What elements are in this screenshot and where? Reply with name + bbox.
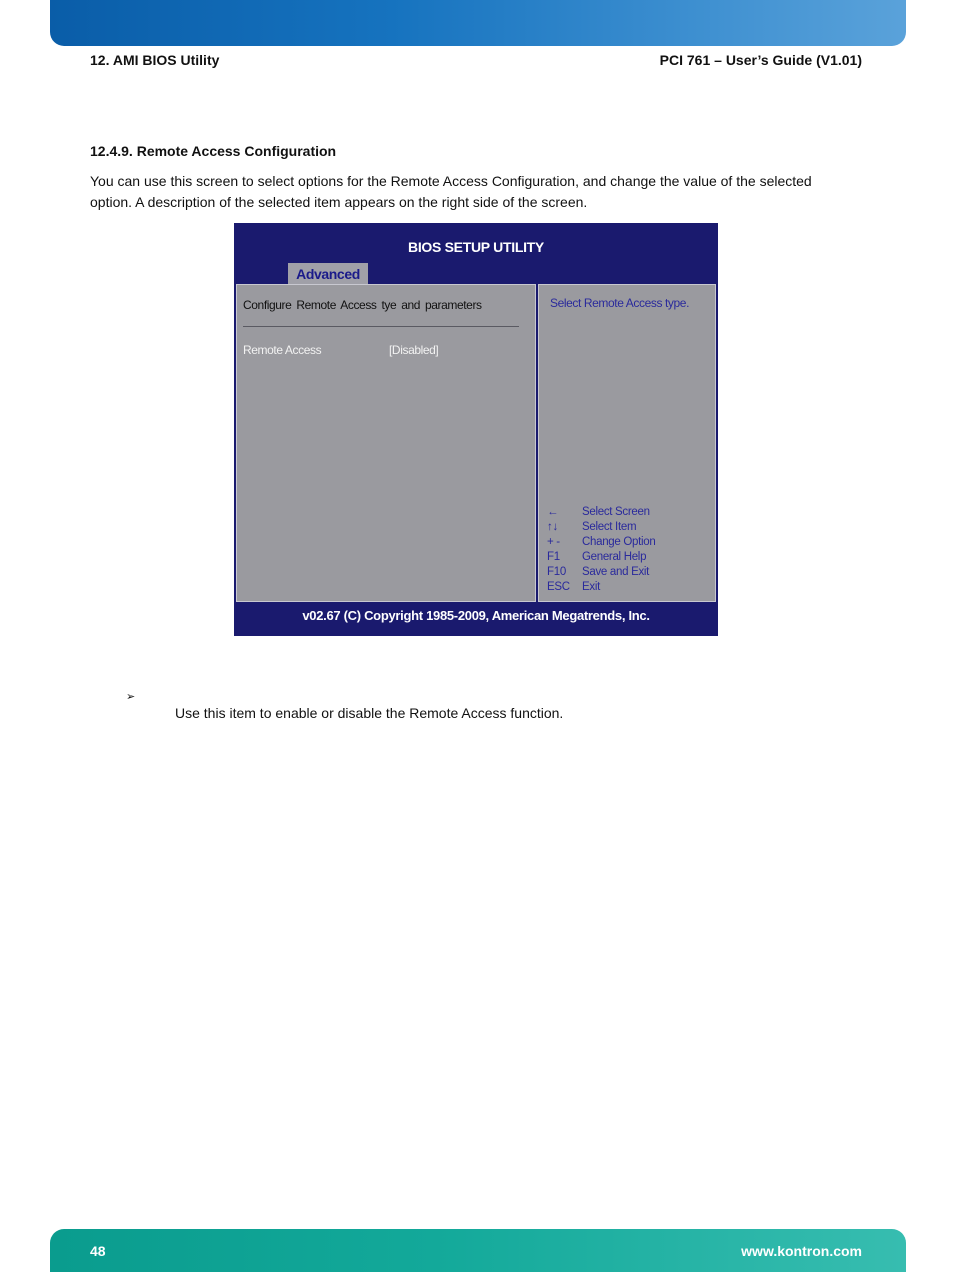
remote-access-value[interactable]: [Disabled] <box>389 343 439 357</box>
key-row <box>547 506 715 521</box>
chapter-title: 12. AMI BIOS Utility <box>90 52 220 68</box>
arrow-up-down-icon: ↑↓ <box>547 521 558 533</box>
bios-screenshot <box>234 223 718 636</box>
key-desc: Select Screen <box>582 506 650 518</box>
key-desc: Change Option <box>582 536 656 548</box>
website-link[interactable]: www.kontron.com <box>741 1243 862 1259</box>
bios-help-panel <box>538 284 716 602</box>
document-title: PCI 761 – User’s Guide (V1.01) <box>659 52 862 68</box>
key-plus-minus: + - <box>547 536 560 548</box>
key-desc: Select Item <box>582 521 637 533</box>
key-desc: Exit <box>582 581 600 593</box>
header-banner <box>50 0 906 46</box>
section-intro: You can use this screen to select options for the Remote Access Configuration, and change the value of the selected option. A description of the selected item appears on the right side of the screen. <box>90 173 812 210</box>
bios-title: BIOS SETUP UTILITY <box>408 239 544 255</box>
arrow-left-icon: ← <box>547 506 559 518</box>
help-text: Select Remote Access type. <box>550 296 690 310</box>
key-f10: F10 <box>547 566 566 578</box>
key-row <box>547 521 715 536</box>
key-legend <box>547 506 715 596</box>
divider <box>243 326 519 327</box>
item-description: Use this item to enable or disable the Remote Access function. <box>175 705 564 721</box>
bullet-arrow-icon: ➢ <box>126 691 136 703</box>
bios-main-panel <box>236 284 536 602</box>
remote-access-label[interactable]: Remote Access <box>243 343 322 357</box>
key-esc: ESC <box>547 581 570 593</box>
key-desc: General Help <box>582 551 647 563</box>
config-description: Configure Remote Access tye and parameters <box>243 298 482 312</box>
key-row <box>547 551 715 566</box>
tab-advanced[interactable]: Advanced <box>288 263 368 284</box>
key-desc: Save and Exit <box>582 566 650 578</box>
page-number: 48 <box>90 1243 106 1259</box>
bios-copyright: v02.67 (C) Copyright 1985-2009, American Megatrends, Inc. <box>302 608 650 623</box>
key-row <box>547 536 715 551</box>
key-row <box>547 581 715 596</box>
key-row <box>547 566 715 581</box>
section-title: 12.4.9. Remote Access Configuration <box>90 143 337 159</box>
key-f1: F1 <box>547 551 560 563</box>
